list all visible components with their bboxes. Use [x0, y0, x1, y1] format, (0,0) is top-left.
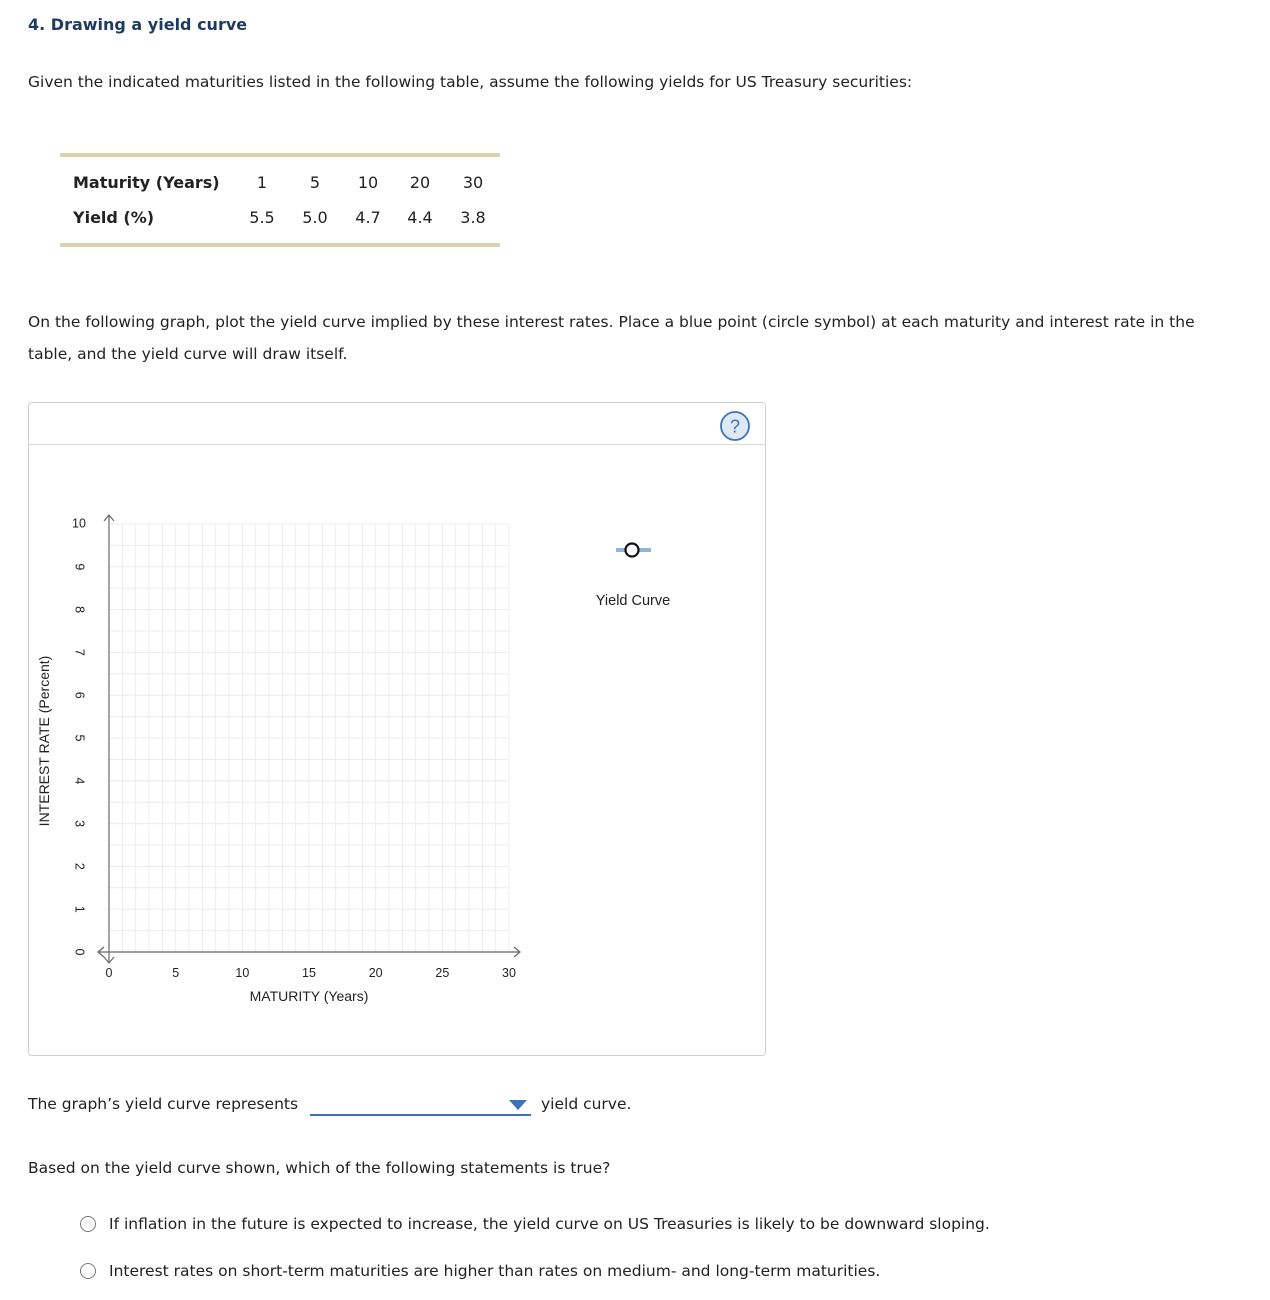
graph-panel: [28, 402, 766, 1056]
answer-sentence-prefix: The graph’s yield curve represents: [28, 1095, 299, 1113]
help-symbol: ?: [729, 416, 741, 437]
maturity-cell: 1: [256, 173, 268, 192]
circle-point-icon[interactable]: [626, 544, 639, 557]
y-tick-label: 3: [72, 820, 87, 828]
table-top-rule: [60, 153, 500, 157]
radio-button[interactable]: [80, 1216, 96, 1232]
maturity-cell: 5: [309, 173, 321, 192]
question-mark-icon[interactable]: [720, 411, 750, 441]
yield-cell: 3.8: [460, 208, 486, 227]
maturity-cell: 20: [409, 173, 431, 192]
legend-tool[interactable]: [596, 544, 670, 610]
mc-option-label: If inflation in the future is expected to increase, the yield curve on US Treasuries is likely to be downward sloping.: [109, 1215, 990, 1233]
y-tick-label: 4: [72, 777, 87, 785]
yield-cell: 5.0: [302, 208, 328, 227]
yield-cell: 5.5: [249, 208, 275, 227]
maturity-cell: 30: [462, 173, 484, 192]
maturity-cell: 10: [357, 173, 379, 192]
intro-text: Given the indicated maturities listed in the following table, assume the following yields for US Treasury securities:: [28, 73, 913, 91]
yield-curve-type-dropdown[interactable]: [310, 1094, 531, 1116]
y-tick-label: 1: [72, 905, 87, 913]
radio-button[interactable]: [80, 1263, 96, 1279]
yield-cell: 4.7: [355, 208, 381, 227]
instruction-text: On the following graph, plot the yield curve implied by these interest rates. Place a blue point (circle symbol) at each maturity and interest rate in the table, and the yield curve will draw itself.: [28, 313, 1195, 363]
x-tick-label: 15: [302, 966, 316, 980]
mc-option-label: Interest rates on short-term maturities are higher than rates on medium- and long-term maturities.: [109, 1262, 881, 1280]
yield-row-label: Yield (%): [73, 208, 155, 227]
mc-question: Based on the yield curve shown, which of the following statements is true?: [28, 1159, 611, 1177]
answer-sentence-suffix: yield curve.: [541, 1095, 632, 1113]
y-tick-label: 9: [72, 563, 87, 571]
yield-table: [60, 153, 500, 248]
x-tick-label: 0: [105, 966, 113, 980]
y-tick-label: 10: [72, 516, 86, 531]
y-tick-label: 6: [72, 691, 87, 699]
x-tick-label: 25: [435, 966, 450, 980]
y-axis-title: INTEREST RATE (Percent): [36, 655, 52, 827]
x-tick-label: 5: [172, 966, 180, 980]
x-tick-label: 10: [235, 966, 250, 980]
x-tick-label: 20: [368, 966, 383, 980]
yield-curve-graph[interactable]: [29, 403, 765, 1055]
legend-label: Yield Curve: [595, 593, 671, 609]
x-axis-title: MATURITY (Years): [249, 988, 369, 1004]
help-button[interactable]: [720, 411, 750, 441]
maturity-row-label: Maturity (Years): [73, 173, 220, 192]
y-tick-label: 8: [72, 606, 87, 614]
x-tick-label: 30: [502, 966, 516, 980]
y-tick-label: 5: [72, 734, 87, 742]
y-tick-label: 2: [72, 862, 87, 870]
y-tick-label: 0: [72, 948, 87, 956]
question-title: 4. Drawing a yield curve: [28, 15, 248, 34]
chevron-down-icon[interactable]: [509, 1100, 527, 1110]
y-tick-label: 7: [72, 648, 87, 656]
yield-cell: 4.4: [407, 208, 433, 227]
table-bottom-rule: [60, 243, 500, 247]
